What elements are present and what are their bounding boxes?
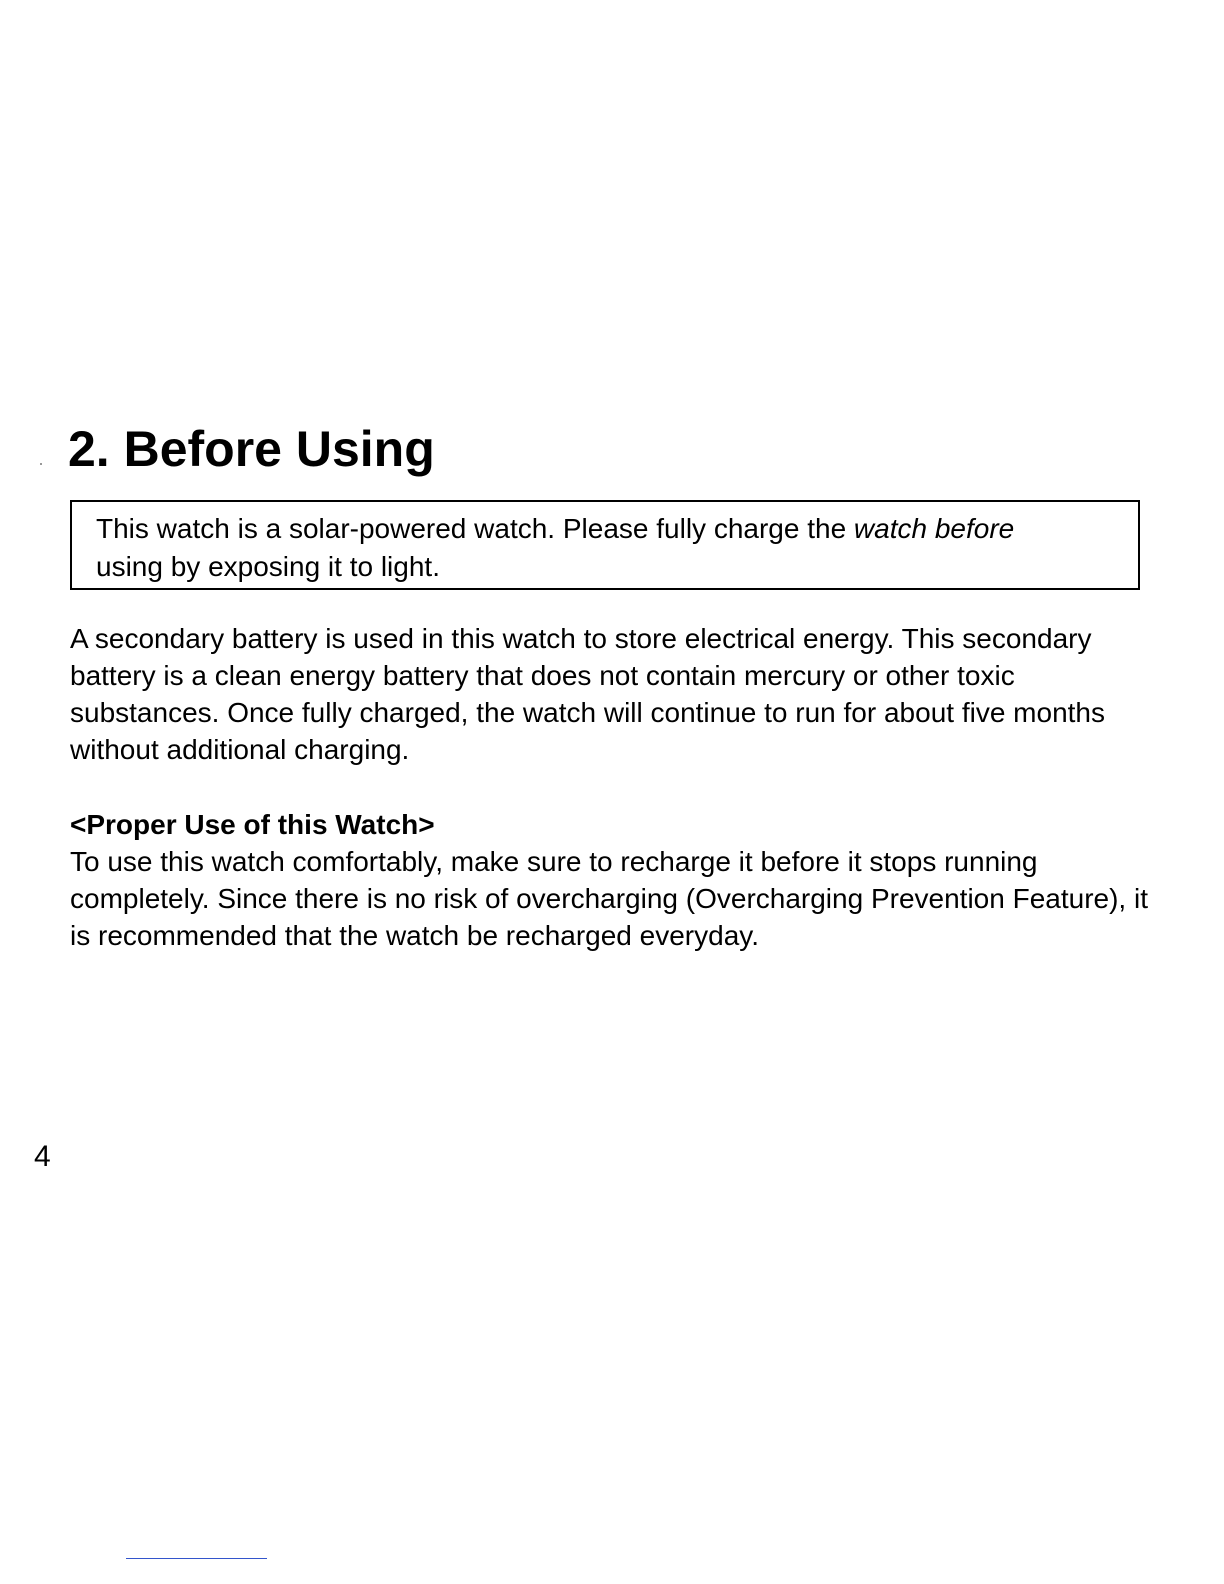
notice-box: [70, 500, 1140, 590]
scan-speck: [40, 463, 42, 465]
page-number: 4: [34, 1140, 51, 1173]
notice-text-part2: using by exposing it to light.: [96, 551, 440, 582]
recharge-paragraph: To use this watch comfortably, make sure to recharge it before it stops running completely. Since there is no risk of overcharging (Overcharging Prevention Feature), it is recommended that the watch be recharged everyday.: [70, 846, 1148, 951]
section-title: 2. Before Using: [68, 421, 435, 477]
bottom-rule: [126, 1558, 267, 1559]
battery-paragraph: A secondary battery is used in this watch to store electrical energy. This secondary battery is a clean energy battery that does not contain mercury or other toxic substances. Once fully charged, the watch will continue to run for about five months without additional charging.: [70, 623, 1106, 765]
proper-use-heading: <Proper Use of this Watch>: [70, 809, 435, 840]
notice-text-part1: This watch is a solar-powered watch. Please fully charge the: [96, 513, 854, 544]
notice-text: [96, 510, 1126, 586]
notice-text-italic: watch before: [853, 513, 1015, 544]
